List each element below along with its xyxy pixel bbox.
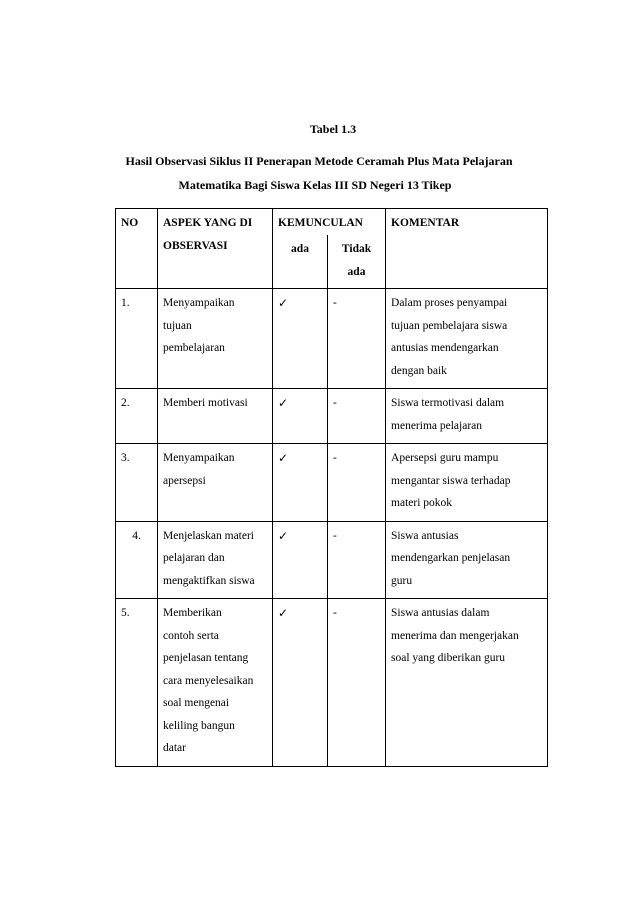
aspek-cell bbox=[158, 444, 273, 522]
aspek-cell-line: Menjelaskan materi bbox=[163, 529, 255, 542]
row-number-value: 2. bbox=[121, 397, 130, 409]
komentar-cell-line: antusias mendengarkan bbox=[391, 342, 499, 354]
komentar-cell bbox=[386, 599, 548, 767]
aspek-cell-line: soal mengenai bbox=[163, 697, 230, 709]
komentar-cell-line: menerima pelajaran bbox=[391, 419, 483, 432]
komentar-cell bbox=[386, 444, 548, 522]
row-number bbox=[116, 389, 158, 444]
check-icon bbox=[273, 389, 328, 444]
komentar-cell-line: Siswa antusias dalam bbox=[391, 607, 490, 619]
aspek-cell-line: Menyampaikan bbox=[163, 452, 235, 464]
tidak-ada-cell-value: - bbox=[333, 397, 337, 409]
tidak-ada-cell bbox=[328, 599, 386, 767]
tidak-ada-cell bbox=[328, 389, 386, 444]
check-icon-value: ✓ bbox=[278, 396, 289, 410]
aspek-cell-line: penjelasan tentang bbox=[163, 652, 249, 664]
aspek-cell-line: datar bbox=[163, 742, 186, 754]
check-icon bbox=[273, 521, 328, 599]
komentar-cell-line: guru bbox=[391, 574, 413, 587]
aspek-cell-line: apersepsi bbox=[163, 474, 206, 487]
aspek-cell-line: Memberikan bbox=[163, 607, 222, 619]
komentar-cell-line: materi pokok bbox=[391, 497, 453, 509]
row-number-value: 3. bbox=[121, 452, 130, 464]
tidak-ada-cell bbox=[328, 521, 386, 599]
aspek-cell-line: Menyampaikan bbox=[163, 297, 235, 309]
header-komentar: KOMENTAR bbox=[386, 209, 548, 289]
komentar-cell-line: menerima dan mengerjakan bbox=[391, 629, 519, 642]
table-title-line1: Hasil Observasi Siklus II Penerapan Metode Ceramah Plus Mata Pelajaran bbox=[125, 154, 513, 168]
row-number bbox=[116, 521, 158, 599]
komentar-cell-line: Dalam proses penyampai bbox=[391, 297, 508, 309]
komentar-cell-line: Siswa termotivasi dalam bbox=[391, 397, 505, 409]
observation-table bbox=[115, 208, 548, 767]
aspek-cell bbox=[158, 389, 273, 444]
komentar-cell bbox=[386, 289, 548, 389]
table-row bbox=[116, 389, 548, 444]
check-icon bbox=[273, 599, 328, 767]
tidak-ada-cell-value: - bbox=[333, 607, 337, 619]
check-icon-value: ✓ bbox=[278, 528, 289, 543]
row-number-value: 4. bbox=[132, 529, 141, 542]
header-kemunculan: KEMUNCULAN bbox=[273, 209, 386, 236]
table-title-line2: Matematika Bagi Siswa Kelas III SD Negeri 13 Tikep bbox=[178, 178, 452, 192]
header-no: NO bbox=[116, 209, 158, 289]
tidak-ada-cell-value: - bbox=[333, 529, 337, 542]
komentar-cell-line: dengan baik bbox=[391, 364, 447, 377]
row-number-value: 1. bbox=[121, 297, 130, 309]
row-number bbox=[116, 599, 158, 767]
tidak-ada-cell bbox=[328, 444, 386, 522]
aspek-cell-line: contoh serta bbox=[163, 629, 219, 642]
komentar-cell-line: soal yang diberikan guru bbox=[391, 652, 506, 664]
header-aspek: ASPEK YANG DI OBSERVASI bbox=[158, 209, 273, 289]
tidak-ada-cell-value: - bbox=[333, 452, 337, 464]
aspek-cell bbox=[158, 521, 273, 599]
komentar-cell-line: tujuan pembelajara siswa bbox=[391, 319, 508, 332]
row-number bbox=[116, 444, 158, 522]
tidak-ada-cell bbox=[328, 289, 386, 389]
aspek-cell bbox=[158, 289, 273, 389]
row-number-value: 5. bbox=[121, 607, 130, 619]
table-row bbox=[116, 599, 548, 767]
aspek-cell-line: tujuan bbox=[163, 319, 192, 332]
komentar-cell-line: Apersepsi guru mampu bbox=[391, 452, 499, 464]
table-number: Tabel 1.3 bbox=[309, 122, 357, 136]
header-ada: ada bbox=[273, 235, 328, 289]
aspek-cell-line: mengaktifkan siswa bbox=[163, 574, 255, 587]
header-tidak-ada: Tidak ada bbox=[328, 235, 386, 289]
aspek-cell-line: pembelajaran bbox=[163, 342, 225, 354]
komentar-cell-line: Siswa antusias bbox=[391, 529, 459, 542]
check-icon bbox=[273, 444, 328, 522]
check-icon-value: ✓ bbox=[278, 606, 289, 620]
check-icon-value: ✓ bbox=[278, 296, 289, 310]
aspek-cell-line: pelajaran dan bbox=[163, 552, 225, 564]
check-icon-value: ✓ bbox=[278, 451, 289, 465]
komentar-cell bbox=[386, 521, 548, 599]
row-number bbox=[116, 289, 158, 389]
aspek-cell-line: Memberi motivasi bbox=[163, 397, 248, 409]
table-row bbox=[116, 521, 548, 599]
check-icon bbox=[273, 289, 328, 389]
aspek-cell-line: cara menyelesaikan bbox=[163, 674, 254, 687]
table-row bbox=[116, 289, 548, 389]
table-row bbox=[116, 444, 548, 522]
tidak-ada-cell-value: - bbox=[333, 297, 337, 309]
komentar-cell-line: mengantar siswa terhadap bbox=[391, 474, 511, 487]
aspek-cell-line: keliling bangun bbox=[163, 719, 235, 732]
header-row bbox=[116, 209, 548, 236]
komentar-cell-line: mendengarkan penjelasan bbox=[391, 552, 511, 564]
komentar-cell bbox=[386, 389, 548, 444]
aspek-cell bbox=[158, 599, 273, 767]
